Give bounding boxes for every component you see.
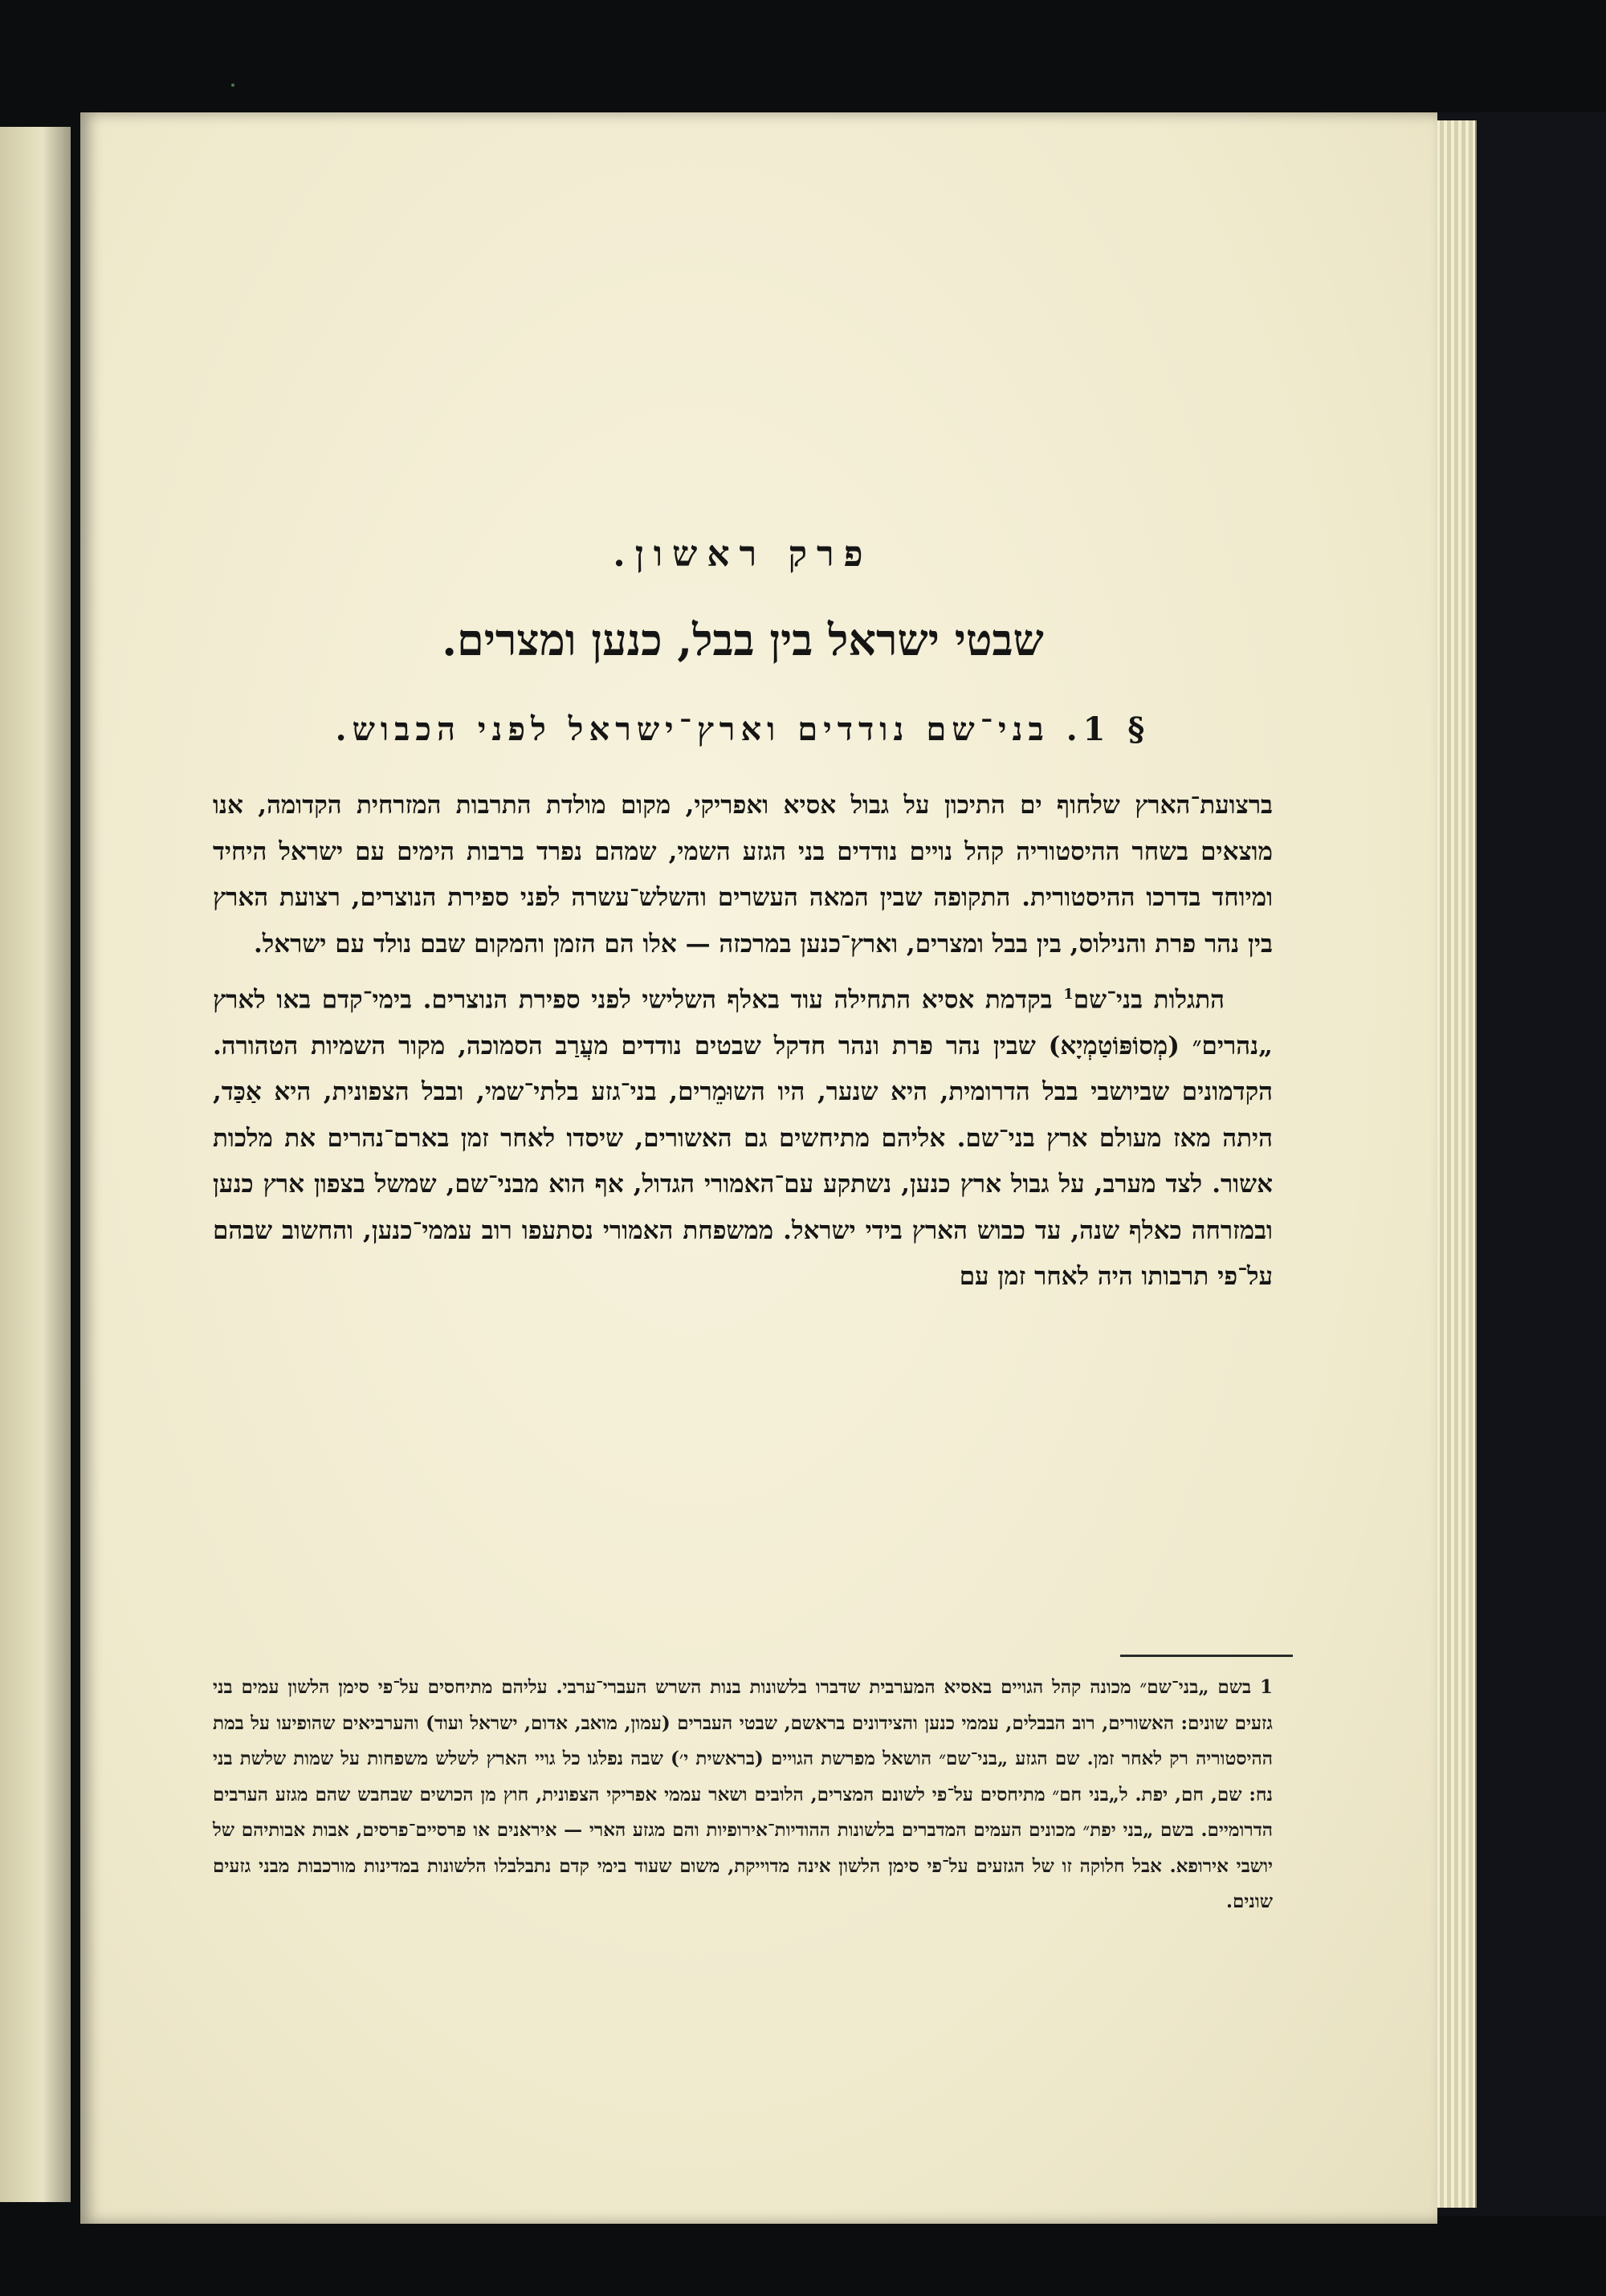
footnote-rule [1120, 1655, 1293, 1657]
body-text [213, 783, 1273, 1301]
chapter-heading: פרק ראשון. [613, 534, 873, 575]
paragraph-2 [213, 971, 1273, 1301]
footnote-text: 1 בשם „בני־שם״ מכונה קהל הגויים באסיא המערבית שדברו בלשונות בנות השרש העברי־ערבי. עליהם מתיחסים על־פי סימן הלשון עמים בני גזעים שונים: האשורים, רוב הבבלים, עממי כנען והצידונים בראשם, שבטי העברים (עמון, מואב, אדום, ישראל ועוד) והערביאים שהופיעו על במת ההיסטוריה רק לאחר זמן. שם הגזע „בני־שם״ הושאל מפרשת הגויים (בראשית י׳) שבה נפלגו כל גויי הארץ לשלש משפחות על שמות שלשת בני נח: שם, חם, יפת. ל„בני חם״ מתיחסים על־פי לשונם המצרים, הלובים ושאר עממי אפריקי הצפונית, חוץ מן הכושים שבחבש שהם מגזע הערבים הדרומיים. בשם „בני יפת״ מכונים העמים המדברים בלשונות ההודיות־אירופיות והם מגזע הארי — איראנים או פרסיים־פרסים, אבות אבותיהם של יושבי אירופא. אבל חלוקה זו של הגזעים על־פי סימן הלשון אינה מדוייקת, משום שעוד בימי קדם נתבלבלו הלשונות במדינות מורכבות מבני גזעים שונים. [213, 1676, 1273, 1912]
left-page-edge [0, 127, 71, 2202]
book-page [80, 112, 1437, 2224]
speck [231, 83, 234, 87]
footnote-marker: 1 [1063, 986, 1074, 1003]
paragraph-2-start: התגלות בני־שם [1073, 985, 1225, 1015]
section-heading: § 1. בני־שם נודדים וארץ־ישראל לפני הכבוש. [335, 710, 1151, 748]
chapter-title: שבטי ישראל בין בבל, כנען ומצרים. [442, 614, 1044, 666]
paragraph-2-rest: בקדמת אסיא התחילה עוד באלף השלישי לפני ספירת הנוצרים. בימי־קדם באו לארץ „נהרים״ (מְסוֹפּוֹטַמְיָא) שבין נהר פרת ונהר חדקל שבטים נודדים מעֲרַב הסמוכה, מקור השמיות הטהורה. הקדמונים שביושבי בבל הדרומית, היא שנער, היו השוּמֵרים, בני־גזע בלתי־שמי, ובבל הצפונית, היא אַכַּד, היתה מאז מעולם ארץ בני־שם. אליהם מתיחשים גם האשורים, שיסדו לאחר זמן בארם־נהרים את מלכות אשור. לצד מערב, על גבול ארץ כנען, נשתקע עם־האמורי הגדול, אף הוא מבני־שם, שמשל בצפון ארץ כנען ובמזרחה כאלף שנה, עד כבוש הארץ בידי ישראל. ממשפחת האמורי נסתעפו רוב עממי־כנען, והחשוב שבהם על־פי תרבותו היה לאחר זמן עם [213, 985, 1273, 1292]
footnote [213, 1670, 1273, 1920]
paragraph-1: ברצועת־הארץ שלחוף ים התיכון על גבול אסיא ואפריקי, מקום מולדת התרבות המזרחית הקדומה, אנו מוצאים בשחר ההיסטוריה קהל נויים נודדים בני הגזע השמי, שמהם נפרד ברבות הימים עם ישראל היחיד ומיוחד בדרכו ההיסטורית. התקופה שבין המאה העשרים והשלש־עשרה לפני ספירת הנוצרים, רצועת הארץ בין נהר פרת והנילוס, בין בבל ומצרים, וארץ־כנען במרכזה — אלו הם הזמן והמקום שבם נולד עם ישראל. [213, 791, 1273, 959]
